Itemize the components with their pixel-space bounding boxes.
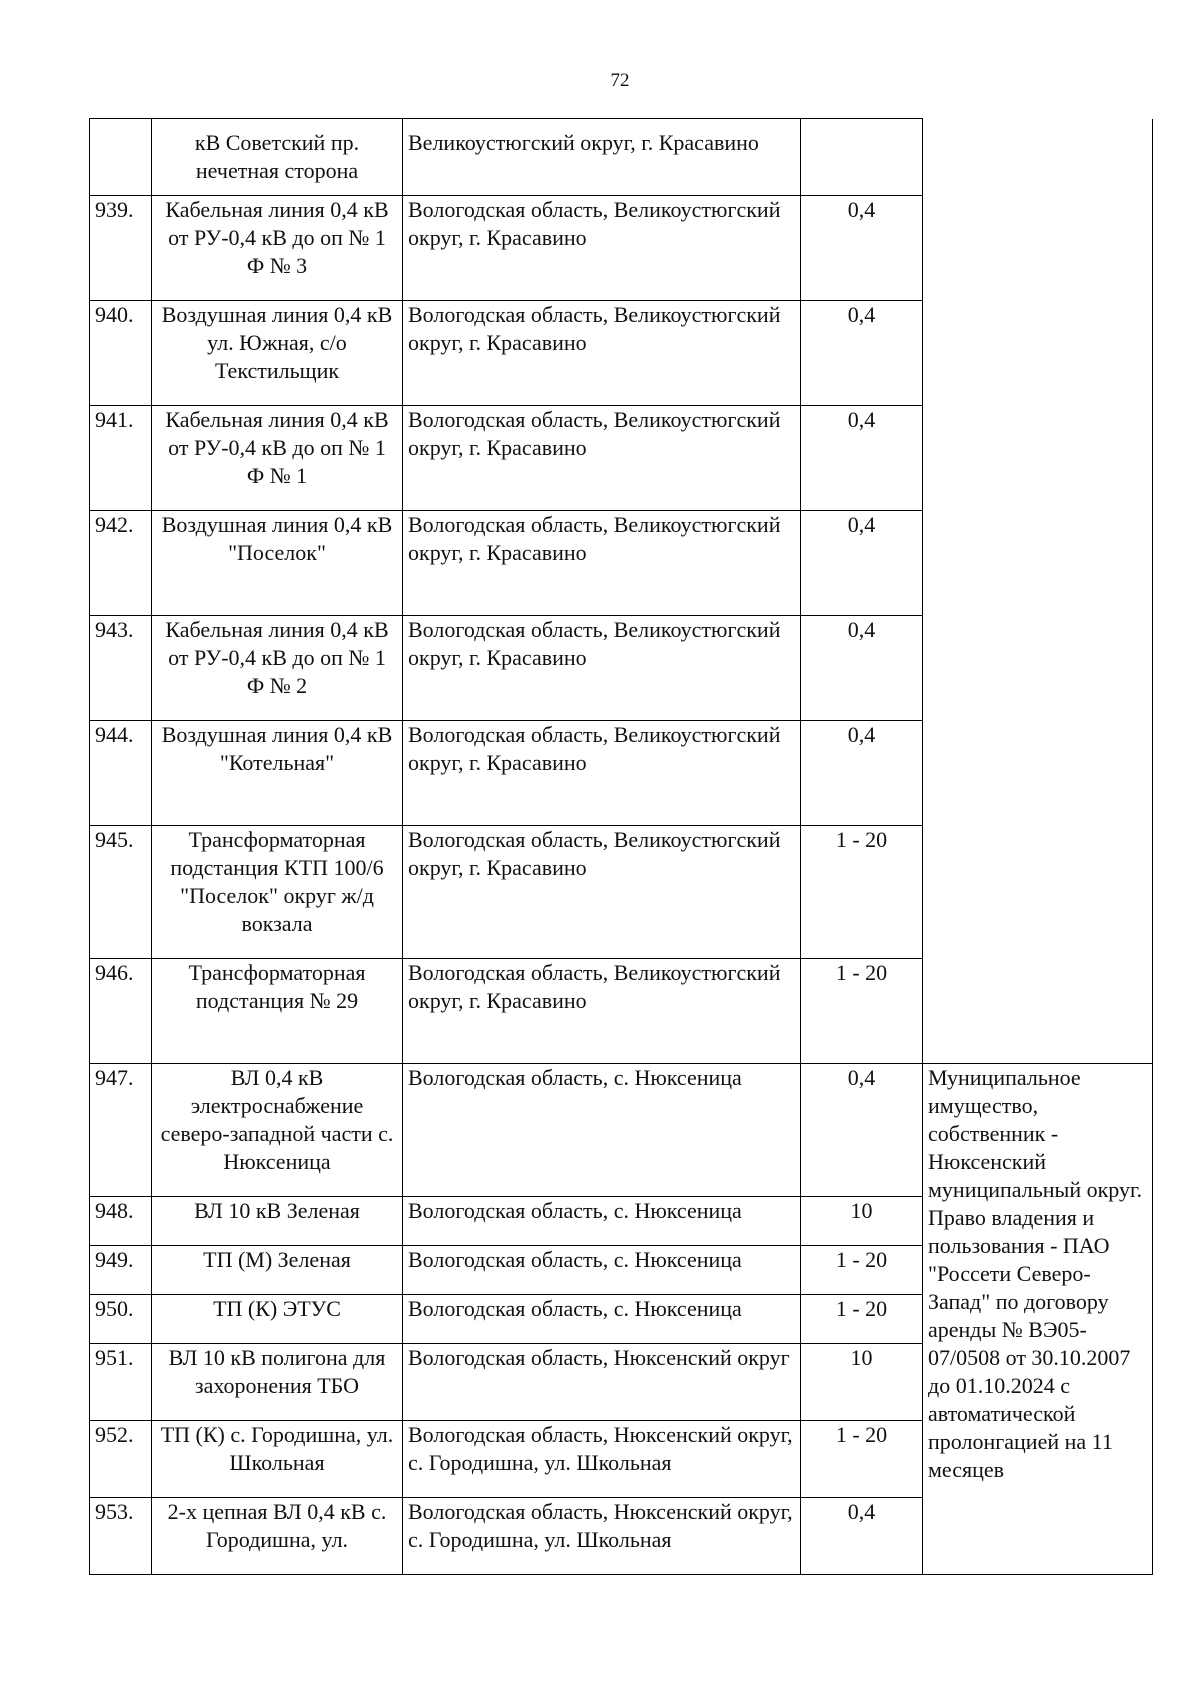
location-cell: Вологодская область, Великоустюгский округ, г. Красавино xyxy=(403,406,801,511)
row-number-cell xyxy=(90,119,152,196)
location-cell: Вологодская область, с. Нюксеница xyxy=(403,1246,801,1295)
row-number-cell: 943. xyxy=(90,616,152,721)
row-number-cell: 946. xyxy=(90,959,152,1064)
object-name-cell: Воздушная линия 0,4 кВ "Котельная" xyxy=(152,721,403,826)
location-cell: Вологодская область, Нюксенский округ xyxy=(403,1344,801,1421)
object-name-cell: Воздушная линия 0,4 кВ "Поселок" xyxy=(152,511,403,616)
location-cell: Вологодская область, Великоустюгский округ, г. Красавино xyxy=(403,959,801,1064)
voltage-cell: 1 - 20 xyxy=(801,826,923,959)
row-number-cell: 947. xyxy=(90,1064,152,1197)
object-name-cell: Кабельная линия 0,4 кВ от РУ-0,4 кВ до оп № 1 Ф № 3 xyxy=(152,196,403,301)
voltage-cell: 10 xyxy=(801,1344,923,1421)
voltage-cell: 1 - 20 xyxy=(801,959,923,1064)
row-number-cell: 945. xyxy=(90,826,152,959)
voltage-cell xyxy=(801,119,923,196)
voltage-cell: 0,4 xyxy=(801,721,923,826)
object-name-cell: кВ Советский пр. нечетная сторона xyxy=(152,119,403,196)
location-cell: Вологодская область, с. Нюксеница xyxy=(403,1064,801,1197)
voltage-cell: 10 xyxy=(801,1197,923,1246)
voltage-cell: 0,4 xyxy=(801,1064,923,1197)
location-cell: Вологодская область, Великоустюгский округ, г. Красавино xyxy=(403,721,801,826)
voltage-cell: 1 - 20 xyxy=(801,1295,923,1344)
voltage-cell: 0,4 xyxy=(801,406,923,511)
voltage-cell: 0,4 xyxy=(801,1498,923,1575)
voltage-cell: 1 - 20 xyxy=(801,1421,923,1498)
location-cell: Вологодская область, Нюксенский округ, с. Городишна, ул. Школьная xyxy=(403,1421,801,1498)
row-number-cell: 939. xyxy=(90,196,152,301)
location-cell: Вологодская область, Нюксенский округ, с. Городишна, ул. Школьная xyxy=(403,1498,801,1575)
row-number-cell: 952. xyxy=(90,1421,152,1498)
object-name-cell: Кабельная линия 0,4 кВ от РУ-0,4 кВ до оп № 1 Ф № 2 xyxy=(152,616,403,721)
object-name-cell: ВЛ 0,4 кВ электроснабжение северо-западной части с. Нюксеница xyxy=(152,1064,403,1197)
location-cell: Вологодская область, Великоустюгский округ, г. Красавино xyxy=(403,301,801,406)
object-name-cell: ТП (М) Зеленая xyxy=(152,1246,403,1295)
voltage-cell: 0,4 xyxy=(801,511,923,616)
row-number-cell: 950. xyxy=(90,1295,152,1344)
row-number-cell: 953. xyxy=(90,1498,152,1575)
object-name-cell: 2-х цепная ВЛ 0,4 кВ с. Городишна, ул. xyxy=(152,1498,403,1575)
table-row-continuation xyxy=(90,119,1153,196)
object-name-cell: Кабельная линия 0,4 кВ от РУ-0,4 кВ до оп № 1 Ф № 1 xyxy=(152,406,403,511)
object-name-cell: ТП (К) ЭТУС xyxy=(152,1295,403,1344)
property-registry-table xyxy=(89,118,1153,1575)
page-number: 72 xyxy=(610,70,630,91)
row-number-cell: 949. xyxy=(90,1246,152,1295)
row-number-cell: 948. xyxy=(90,1197,152,1246)
location-cell: Великоустюгский округ, г. Красавино xyxy=(403,119,801,196)
location-cell: Вологодская область, Великоустюгский округ, г. Красавино xyxy=(403,616,801,721)
voltage-cell: 1 - 20 xyxy=(801,1246,923,1295)
location-cell: Вологодская область, Великоустюгский округ, г. Красавино xyxy=(403,196,801,301)
row-number-cell: 951. xyxy=(90,1344,152,1421)
object-name-cell: Трансформаторная подстанция № 29 xyxy=(152,959,403,1064)
row-number-cell: 941. xyxy=(90,406,152,511)
row-number-cell: 940. xyxy=(90,301,152,406)
location-cell: Вологодская область, с. Нюксеница xyxy=(403,1197,801,1246)
location-cell: Вологодская область, с. Нюксеница xyxy=(403,1295,801,1344)
location-cell: Вологодская область, Великоустюгский округ, г. Красавино xyxy=(403,826,801,959)
voltage-cell: 0,4 xyxy=(801,616,923,721)
table-row xyxy=(90,1064,1153,1197)
ownership-cell: Муниципальное имущество, собственник - Нюксенский муниципальный округ. Право владения и пользования - ПАО "Россети Северо-Запад" по договору аренды № ВЭ05-07/0508 от 30.10.2007 до 01.10.2024 с автоматической пролонгацией на 11 месяцев xyxy=(923,1064,1153,1575)
object-name-cell: Трансформаторная подстанция КТП 100/6 "Поселок" округ ж/д вокзала xyxy=(152,826,403,959)
ownership-cell-continued xyxy=(923,119,1153,1064)
voltage-cell: 0,4 xyxy=(801,301,923,406)
voltage-cell: 0,4 xyxy=(801,196,923,301)
object-name-cell: ВЛ 10 кВ Зеленая xyxy=(152,1197,403,1246)
row-number-cell: 942. xyxy=(90,511,152,616)
row-number-cell: 944. xyxy=(90,721,152,826)
object-name-cell: ВЛ 10 кВ полигона для захоронения ТБО xyxy=(152,1344,403,1421)
object-name-cell: ТП (К) с. Городишна, ул. Школьная xyxy=(152,1421,403,1498)
location-cell: Вологодская область, Великоустюгский округ, г. Красавино xyxy=(403,511,801,616)
object-name-cell: Воздушная линия 0,4 кВ ул. Южная, с/о Текстильщик xyxy=(152,301,403,406)
